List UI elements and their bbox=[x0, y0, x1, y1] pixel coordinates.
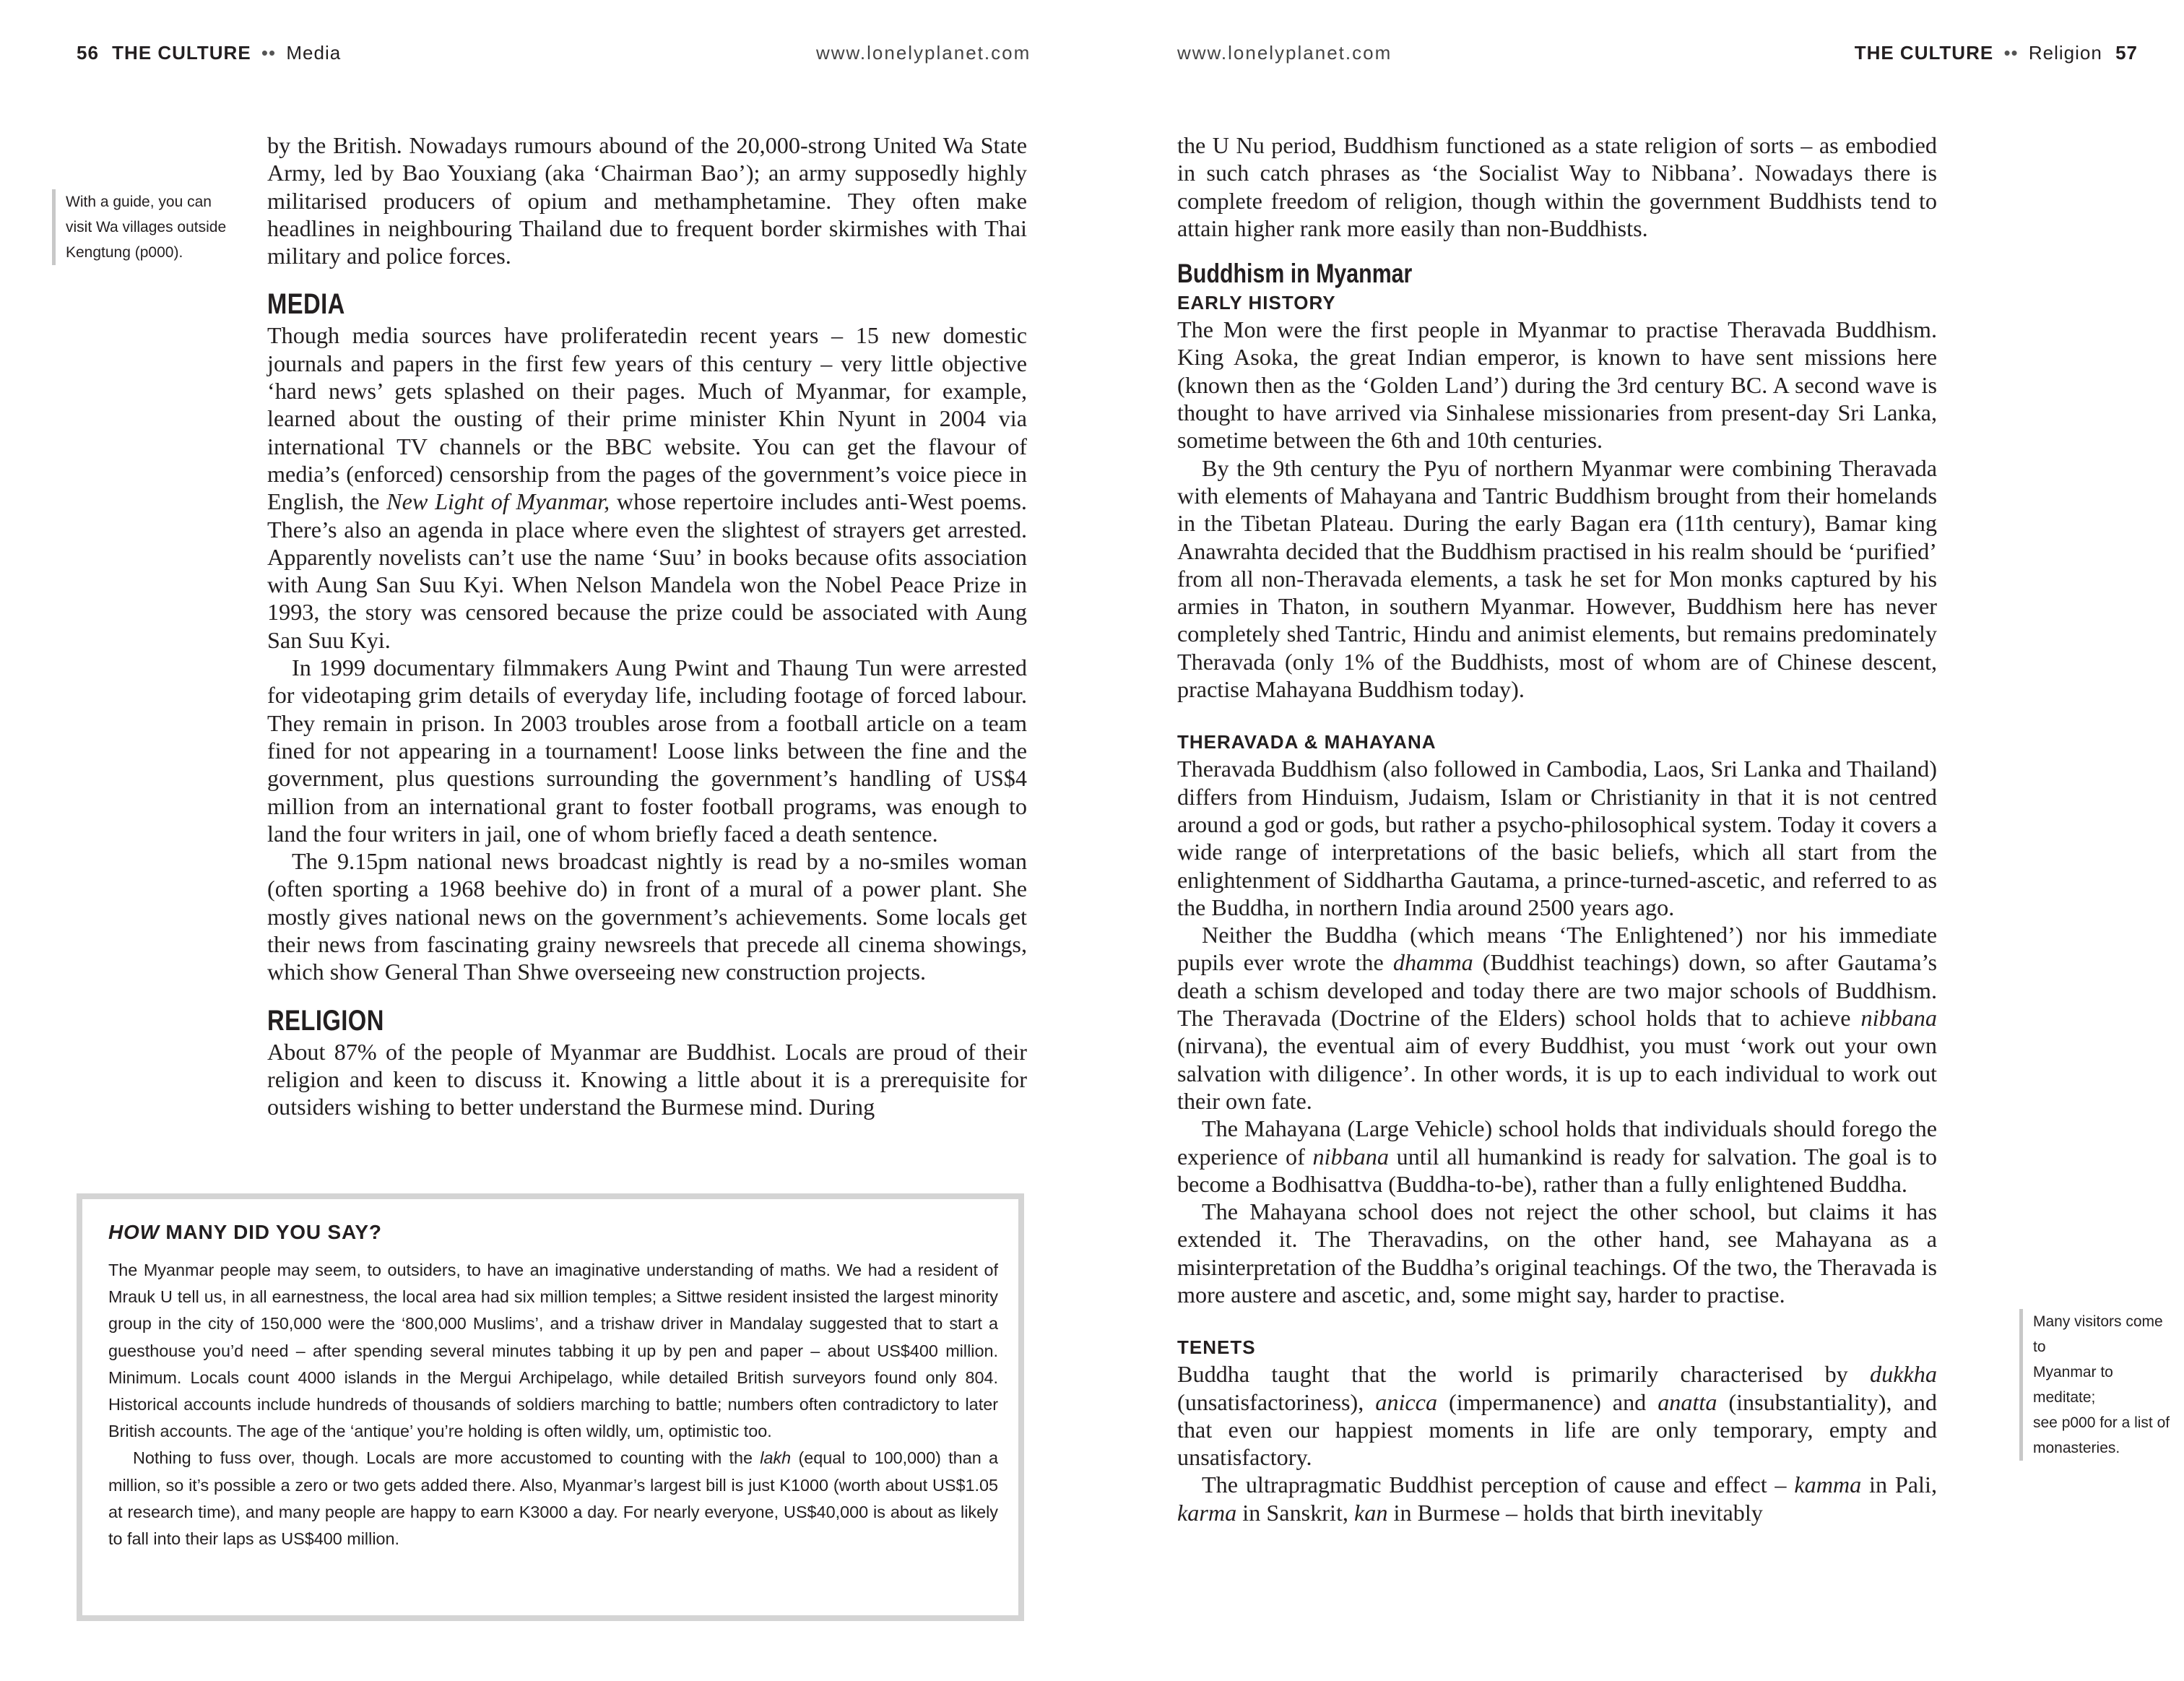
term-anicca: anicca bbox=[1375, 1388, 1438, 1415]
left-header-separator: •• bbox=[261, 42, 277, 64]
boxout-p2-text-end: (equal to 100,000) than a million, so it’s possible a zero or two gets added there. Also, Myanmar’s largest bill is just K1000 (worth about US$1.05 at research time), and many people are happy to earn K3000 a day. For nearly everyone, US$40,000 is about as likely to fall into their laps as US$400 million. bbox=[108, 1448, 998, 1549]
media-paragraph-1 bbox=[267, 321, 1027, 654]
theravada-p2-text-c: (nirvana), the eventual aim of every Buddhist, you must ‘work out your own salvation with diligence’. In other words, it is up to each individual to work out their own fate. bbox=[1177, 1032, 1937, 1114]
tenets-p1-text-c: (impermanence) and bbox=[1437, 1388, 1658, 1415]
boxout-paragraph-2 bbox=[108, 1445, 998, 1552]
theravada-paragraph-4: The Mahayana school does not reject the other school, but claims it has extended it. The Theravadins, on the other hand, see Mahayana as a misinterpretation of the Buddha’s original teachings. Of the two, the Theravada is more austere and ascetic, and, some might say, harder to practise. bbox=[1177, 1198, 1937, 1308]
term-kan: kan bbox=[1353, 1499, 1388, 1526]
early-history-paragraph-2: By the 9th century the Pyu of northern Myanmar were combining Theravada with elements of Mahayana and Tantric Buddhism brought from their homelands in the Tibetan Plateau. During the early Bagan era (11th century), Bamar king Anawrahta decided that the Buddhism practised in his realm should be ‘purified’ from all non-Theravada elements, a task he set for Mon monks captured by his armies in Thaton, in southern Myanmar. However, Buddhism here has never completely shed Tantric, Hindu and animist elements, but remains predominately Theravada (only 1% of the Buddhists, most of whom are of Chinese descent, practise Mahayana Buddhism today). bbox=[1177, 454, 1937, 703]
boxout-title-rest: MANY DID YOU SAY? bbox=[159, 1221, 382, 1243]
term-dukkha: dukkha bbox=[1870, 1361, 1937, 1388]
theravada-paragraph-2 bbox=[1177, 921, 1937, 1115]
media-heading: MEDIA bbox=[267, 288, 345, 321]
left-header-url: www.lonelyplanet.com bbox=[816, 42, 1031, 64]
theravada-p2-text-b: (Buddhist teachings) down, so after Gautama’s death a schism developed and today there are two major schools of Buddhism. The Theravada (Doctrine of the Elders) school holds that to achieve bbox=[1177, 949, 1937, 1032]
term-kamma: kamma bbox=[1794, 1472, 1862, 1498]
theravada-p3-text-b: until all humankind is ready for salvation. The goal is to become a Bodhisattva (Buddha-to-be), rather than a fully enlightened Buddha. bbox=[1177, 1143, 1938, 1197]
religion-paragraph-1: About 87% of the people of Myanmar are Buddhist. Locals are proud of their religion and keen to discuss it. Knowing a little about it is a prerequisite for outsiders wishing to better understand the Burmese mind. During bbox=[267, 1038, 1027, 1120]
right-header-separator: •• bbox=[2003, 42, 2019, 64]
boxout-paragraph-1: The Myanmar people may seem, to outsiders, to have an imaginative understanding of maths. We had a resident of Mrauk U tell us, in all earnestness, the local area had six million temples; a Sittwe resident insisted the largest minority group in the city of 150,000 were the ‘800,000 Muslims’, and a trishaw driver in Mandalay suggested that to start a guesthouse you’d need – after spending several minutes tabbing it up by pen and paper – about US$400 million. Minimum. Locals count 4000 islands in the Mergui Archipelago, while detailed British surveyors found only 804. Historical accounts include hundreds of thousands of soldiers marching to battle; numbers often contradictory to later British accounts. The age of the ‘antique’ you’re holding is often wildly, um, optimistic too. bbox=[108, 1261, 998, 1441]
how-many-boxout bbox=[77, 1193, 1024, 1621]
boxout-p2-text: Nothing to fuss over, though. Locals are more accustomed to counting with the bbox=[133, 1448, 760, 1468]
right-margin-note-line: Myanmar to meditate; bbox=[2033, 1364, 2113, 1406]
right-margin-note-line: monasteries. bbox=[2033, 1440, 2120, 1456]
boxout-title bbox=[108, 1218, 998, 1247]
theravada-paragraph-1: Theravada Buddhism (also followed in Cambodia, Laos, Sri Lanka and Thailand) differs from Hinduism, Judaism, Islam or Christianity in that it is not centred around a god or gods, but rather a psycho-philosophical system. Today it covers a wide range of interpretations of the basic beliefs, which all start from the enlightenment of Siddhartha Gautama, a prince-turned-ascetic, and referred to as the Buddha, in northern India around 2500 years ago. bbox=[1177, 756, 1937, 920]
term-dhamma: dhamma bbox=[1392, 949, 1473, 976]
tenets-p2-text-b: in Pali, bbox=[1861, 1472, 1937, 1498]
tenets-p1-text-b: (unsatisfactoriness), bbox=[1177, 1388, 1376, 1415]
media-paragraph-2: In 1999 documentary filmmakers Aung Pwint and Thaung Tun were arrested for videotaping grim details of everyday life, including footage of forced labour. They remain in prison. In 2003 troubles arose from a football article on a team fined for not appearing in a tournament! Loose links between the fine and the government, plus questions surrounding the government’s handling of US$4 million from an international grant to foster football programs, was enough to land the four writers in jail, one of whom briefly faced a death sentence. bbox=[267, 654, 1027, 847]
theravada-p3-text: The Mahayana (Large Vehicle) school holds that individuals should forego the experience of bbox=[1177, 1115, 1937, 1170]
tenets-p1-text-d: (insubstantiality), and that even our happiest moments in life are only temporary, empty and unsatisfactory. bbox=[1177, 1388, 1937, 1471]
right-margin-note-line: Many visitors come to bbox=[2033, 1313, 2163, 1355]
right-text-column bbox=[1177, 131, 1937, 1526]
right-header-url: www.lonelyplanet.com bbox=[1177, 42, 1392, 64]
tenets-p1-text: Buddha taught that the world is primarily characterised by bbox=[1177, 1361, 1871, 1388]
term-anatta: anatta bbox=[1658, 1388, 1717, 1415]
theravada-p2-text: Neither the Buddha (which means ‘The Enlightened’) nor his immediate pupils ever wrote the bbox=[1177, 922, 1937, 976]
media-paragraph-3: The 9.15pm national news broadcast nightly is read by a no-smiles woman (often sporting a 1968 beehive do) in front of a mural of a power plant. She mostly gives national news on the government’s achievements. Some locals get their news from fascinating grainy newsreels that precede all cinema showings, which show General Than Shwe overseeing new construction projects. bbox=[267, 848, 1027, 985]
left-margin-note bbox=[52, 189, 246, 265]
left-header-topic: Media bbox=[286, 42, 342, 64]
right-margin-note bbox=[2019, 1309, 2178, 1461]
tenets-p2-text-c: in Sanskrit, bbox=[1236, 1499, 1354, 1526]
left-header-url-block bbox=[816, 42, 1031, 64]
theravada-paragraph-3 bbox=[1177, 1115, 1937, 1198]
left-page-number: 56 bbox=[77, 42, 99, 64]
tenets-p2-text: The ultrapragmatic Buddhist perception of cause and effect – bbox=[1202, 1472, 1795, 1498]
left-margin-note-line: With a guide, you can bbox=[66, 194, 212, 210]
religion-heading: RELIGION bbox=[267, 1004, 384, 1037]
theravada-heading: THERAVADA & MAHAYANA bbox=[1177, 731, 1436, 753]
tenets-paragraph-1 bbox=[1177, 1360, 1937, 1471]
term-nibbana: nibbana bbox=[1860, 1005, 1937, 1032]
tenets-heading: TENETS bbox=[1177, 1336, 1256, 1359]
media-p1-text: Though media sources have proliferatedin recent years – 15 new domestic journals and papers in the first few years of this century – very little objective ‘hard news’ gets splashed on their pages. Much of Myanmar, for example, learned about the ousting of their prime minister Khin Nyunt in 2004 via international TV channels or the BBC website. You can get the flavour of media’s (enforced) censorship from the pages of the government’s voice piece in English, the bbox=[267, 322, 1027, 515]
right-header-topic: Religion bbox=[2028, 42, 2102, 64]
right-running-head bbox=[1855, 42, 2138, 64]
left-margin-note-line: visit Wa villages outside bbox=[66, 219, 227, 235]
right-header-url-block bbox=[1177, 42, 1392, 64]
intro-paragraph: by the British. Nowadays rumours abound of the 20,000-strong United Wa State Army, led by Bao Youxiang (aka ‘Chairman Bao’); an army supposedly highly militarised producers of opium and methamphetamine. They often make headlines in neighbouring Thailand due to frequent border skirmishes with Thai military and police forces. bbox=[267, 132, 1027, 269]
boxout-p2-italic: lakh bbox=[760, 1448, 792, 1468]
right-header-section: THE CULTURE bbox=[1854, 42, 1994, 64]
boxout-title-italic: HOW bbox=[108, 1221, 160, 1243]
tenets-p2-text-d: in Burmese – holds that birth inevitably bbox=[1387, 1499, 1763, 1526]
left-running-head bbox=[77, 42, 341, 64]
term-nibbana-2: nibbana bbox=[1312, 1143, 1389, 1170]
early-history-heading: EARLY HISTORY bbox=[1177, 292, 1336, 314]
newspaper-title: New Light of Myanmar, bbox=[386, 488, 610, 515]
right-margin-note-line: see p000 for a list of bbox=[2033, 1414, 2170, 1431]
right-page bbox=[1092, 0, 2184, 1681]
tenets-paragraph-2 bbox=[1177, 1471, 1937, 1526]
left-margin-note-line: Kengtung (p000). bbox=[66, 244, 183, 261]
right-intro-paragraph: the U Nu period, Buddhism functioned as a state religion of sorts – as embodied in such catch phrases as ‘the Socialist Way to Nibbana’. Nowadays there is complete freedom of religion, though within the government Buddhists tend to attain higher rank more easily than non-Buddhists. bbox=[1177, 132, 1937, 241]
buddhism-heading: Buddhism in Myanmar bbox=[1177, 259, 1413, 289]
early-history-paragraph-1: The Mon were the first people in Myanmar to practise Theravada Buddhism. King Asoka, the great Indian emperor, is known to have sent missions here (known then as the ‘Golden Land’) during the 3rd century BC. A second wave is thought to have arrived via Sinhalese missionaries from present-day Sri Lanka, sometime between the 6th and 10th centuries. bbox=[1177, 316, 1937, 454]
left-text-column bbox=[267, 131, 1027, 1121]
right-page-number: 57 bbox=[2115, 42, 2138, 64]
left-header-section: THE CULTURE bbox=[112, 42, 251, 64]
boxout-text bbox=[108, 1257, 998, 1552]
term-karma: karma bbox=[1177, 1499, 1237, 1526]
media-p1-text-end: whose repertoire includes anti-West poems. There’s also an agenda in place where even the slightest of strayers get arrested. Apparently novelists can’t use the name ‘Suu’ in books because ofits association with Aung San Suu Kyi. When Nelson Mandela won the Nobel Peace Prize in 1993, the story was censored because the prize could be associated with Aung San Suu Kyi. bbox=[267, 488, 1027, 653]
